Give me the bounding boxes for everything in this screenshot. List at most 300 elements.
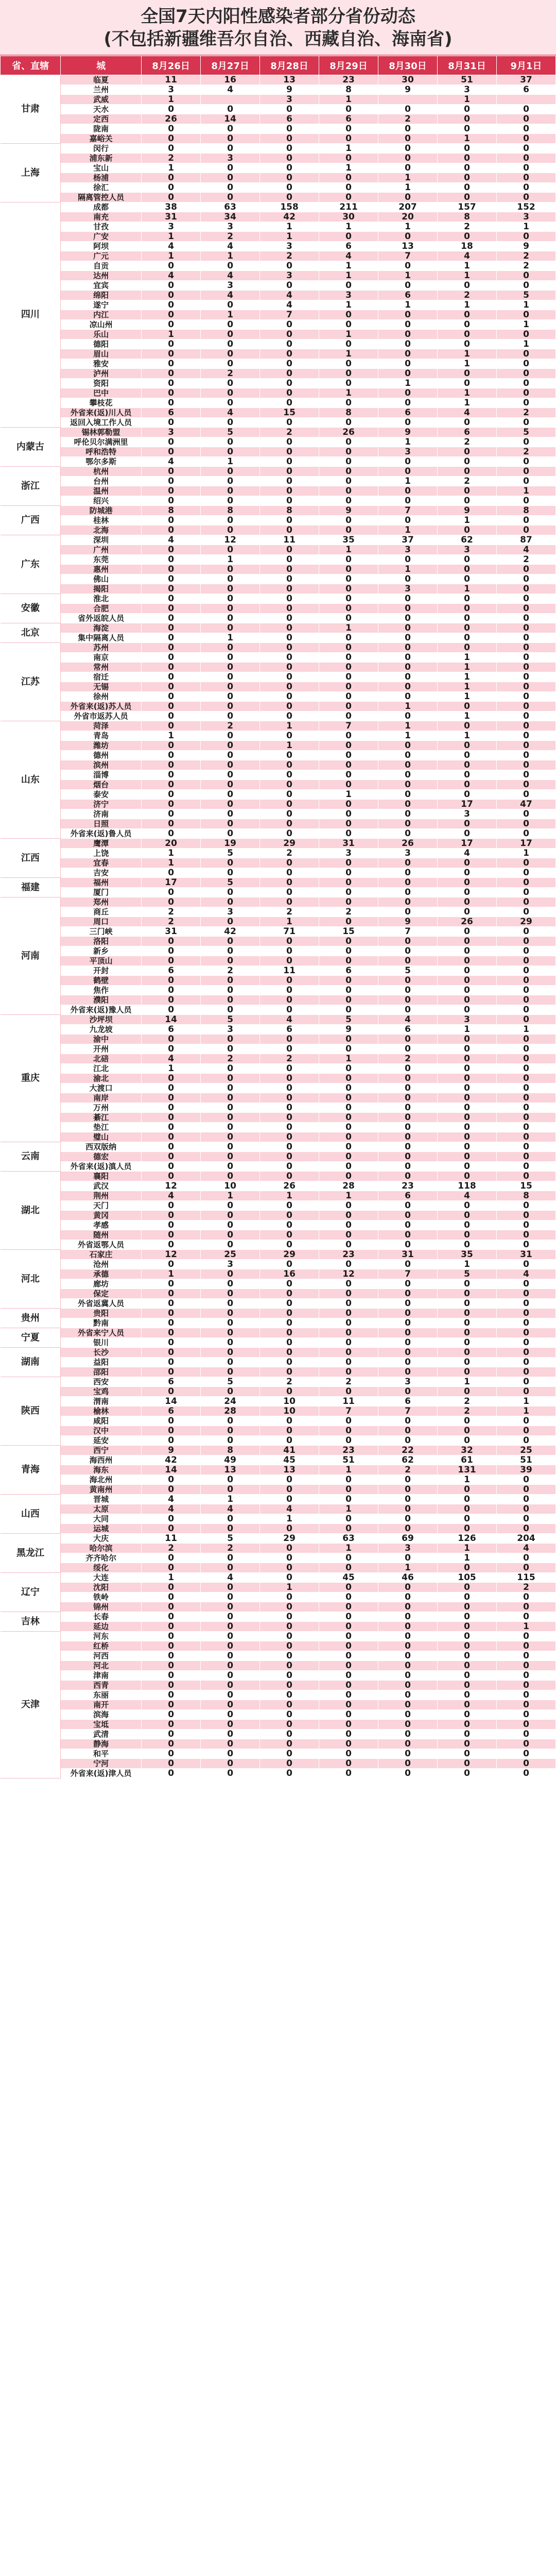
city-cell: 外省来(返)苏人员 <box>61 702 142 711</box>
value-cell: 0 <box>201 1602 260 1612</box>
value-cell: 0 <box>496 1005 555 1015</box>
value-cell: 4 <box>260 1504 319 1514</box>
value-cell: 0 <box>319 369 378 379</box>
value-cell: 0 <box>260 1074 319 1083</box>
city-cell: 外省来(返)鲁人员 <box>61 829 142 839</box>
value-cell: 0 <box>319 447 378 457</box>
value-cell: 0 <box>438 310 497 320</box>
value-cell: 0 <box>378 1426 438 1436</box>
table-row <box>1 907 556 917</box>
city-cell: 武威 <box>61 95 142 105</box>
value-cell: 0 <box>260 1044 319 1054</box>
city-cell: 武清 <box>61 1730 142 1739</box>
province-cell: 四川 <box>1 202 61 428</box>
city-cell: 烟台 <box>61 780 142 790</box>
value-cell: 5 <box>201 849 260 858</box>
value-cell: 0 <box>201 751 260 760</box>
value-cell: 2 <box>496 251 555 261</box>
city-cell: 三门峡 <box>61 927 142 937</box>
value-cell: 0 <box>142 800 201 809</box>
value-cell: 0 <box>378 398 438 408</box>
value-cell: 0 <box>319 1093 378 1103</box>
value-cell: 0 <box>378 330 438 340</box>
value-cell: 1 <box>260 222 319 232</box>
table-row <box>1 760 556 770</box>
city-cell: 外省返冀人员 <box>61 1299 142 1309</box>
value-cell: 0 <box>319 496 378 506</box>
table-row <box>1 809 556 819</box>
table-row <box>1 741 556 751</box>
value-cell: 23 <box>319 1446 378 1455</box>
table-row <box>1 1044 556 1054</box>
page-title: 全国7天内阳性感染者部分省份动态 <box>141 6 415 27</box>
value-cell: 0 <box>201 868 260 878</box>
value-cell: 8 <box>260 506 319 516</box>
value-cell: 1 <box>438 711 497 721</box>
value-cell: 0 <box>378 1318 438 1328</box>
table-row <box>1 1553 556 1563</box>
value-cell: 0 <box>260 1172 319 1181</box>
table-row <box>1 780 556 790</box>
value-cell: 0 <box>201 486 260 496</box>
value-cell: 1 <box>438 1025 497 1035</box>
table-row <box>1 320 556 330</box>
value-cell: 0 <box>438 1074 497 1083</box>
value-cell: 0 <box>438 467 497 477</box>
table-row <box>1 1583 556 1592</box>
value-cell: 0 <box>319 1632 378 1641</box>
value-cell: 0 <box>438 1103 497 1113</box>
value-cell: 0 <box>142 584 201 594</box>
value-cell: 9 <box>496 242 555 251</box>
table-row <box>1 1710 556 1720</box>
value-cell: 0 <box>496 173 555 183</box>
value-cell: 0 <box>438 995 497 1005</box>
table-row <box>1 927 556 937</box>
table-row <box>1 966 556 976</box>
value-cell: 0 <box>142 144 201 154</box>
value-cell: 3 <box>438 545 497 555</box>
value-cell: 1 <box>319 330 378 340</box>
value-cell: 19 <box>201 839 260 849</box>
table-row <box>1 271 556 281</box>
table-row <box>1 535 556 545</box>
value-cell: 11 <box>260 535 319 545</box>
value-cell: 2 <box>142 154 201 163</box>
value-cell: 0 <box>319 672 378 682</box>
table-row <box>1 496 556 506</box>
value-cell: 0 <box>378 105 438 114</box>
value-cell: 4 <box>201 271 260 281</box>
value-cell: 0 <box>319 643 378 653</box>
value-cell: 0 <box>319 1514 378 1524</box>
value-cell: 0 <box>201 1299 260 1309</box>
table-row <box>1 858 556 868</box>
value-cell: 1 <box>438 672 497 682</box>
city-cell: 宝坻 <box>61 1720 142 1730</box>
value-cell: 31 <box>319 839 378 849</box>
table-row <box>1 1377 556 1387</box>
value-cell: 1 <box>319 1191 378 1201</box>
value-cell: 0 <box>496 1064 555 1074</box>
value-cell: 4 <box>496 545 555 555</box>
value-cell: 0 <box>142 320 201 330</box>
value-cell: 0 <box>201 584 260 594</box>
value-cell: 0 <box>260 1093 319 1103</box>
value-cell: 0 <box>142 486 201 496</box>
value-cell: 0 <box>260 986 319 995</box>
value-cell: 1 <box>142 95 201 105</box>
table-row <box>1 281 556 291</box>
value-cell: 0 <box>496 1720 555 1730</box>
value-cell: 0 <box>496 946 555 956</box>
value-cell: 0 <box>319 976 378 986</box>
value-cell: 1 <box>142 1269 201 1279</box>
value-cell: 0 <box>142 261 201 271</box>
value-cell: 0 <box>201 144 260 154</box>
value-cell: 0 <box>438 447 497 457</box>
value-cell: 0 <box>438 1700 497 1710</box>
value-cell: 0 <box>142 1710 201 1720</box>
value-cell: 0 <box>319 574 378 584</box>
value-cell: 0 <box>201 1475 260 1485</box>
value-cell: 1 <box>142 1064 201 1074</box>
value-cell: 1 <box>142 232 201 242</box>
value-cell: 0 <box>260 124 319 134</box>
header-day: 8月27日 <box>201 56 260 75</box>
province-cell: 云南 <box>1 1142 61 1172</box>
value-cell: 1 <box>319 1465 378 1475</box>
table-row <box>1 594 556 604</box>
value-cell: 0 <box>260 623 319 633</box>
value-cell: 0 <box>142 1475 201 1485</box>
value-cell: 0 <box>438 986 497 995</box>
table-row <box>1 878 556 888</box>
value-cell: 0 <box>496 1651 555 1661</box>
table-row <box>1 1504 556 1514</box>
value-cell: 0 <box>260 868 319 878</box>
value-cell: 0 <box>496 193 555 202</box>
value-cell: 0 <box>260 1700 319 1710</box>
table-row <box>1 516 556 526</box>
value-cell: 8 <box>319 408 378 418</box>
value-cell: 4 <box>438 251 497 261</box>
value-cell: 0 <box>201 1201 260 1211</box>
city-cell: 东莞 <box>61 555 142 565</box>
value-cell: 0 <box>496 907 555 917</box>
value-cell: 0 <box>378 594 438 604</box>
value-cell: 0 <box>378 751 438 760</box>
table-row <box>1 937 556 946</box>
city-cell: 桂林 <box>61 516 142 526</box>
value-cell: 0 <box>378 1064 438 1074</box>
table-row <box>1 291 556 300</box>
value-cell: 0 <box>201 300 260 310</box>
city-cell: 垫江 <box>61 1123 142 1132</box>
value-cell: 0 <box>496 937 555 946</box>
value-cell: 0 <box>378 1632 438 1641</box>
value-cell: 0 <box>319 604 378 614</box>
value-cell: 0 <box>142 1172 201 1181</box>
value-cell: 0 <box>438 555 497 565</box>
city-cell: 渭南 <box>61 1397 142 1406</box>
value-cell: 0 <box>378 1201 438 1211</box>
value-cell: 0 <box>142 1289 201 1299</box>
value-cell: 0 <box>438 1514 497 1524</box>
value-cell: 0 <box>378 1240 438 1250</box>
value-cell: 0 <box>142 888 201 897</box>
value-cell: 0 <box>378 790 438 800</box>
table-row <box>1 428 556 437</box>
header-day: 8月30日 <box>378 56 438 75</box>
value-cell: 0 <box>201 1103 260 1113</box>
value-cell: 0 <box>438 1064 497 1074</box>
value-cell: 0 <box>438 1211 497 1221</box>
value-cell: 0 <box>438 897 497 907</box>
value-cell: 4 <box>438 849 497 858</box>
city-cell: 齐齐哈尔 <box>61 1553 142 1563</box>
city-cell: 宜春 <box>61 858 142 868</box>
value-cell: 0 <box>201 330 260 340</box>
value-cell: 0 <box>260 1152 319 1162</box>
value-cell: 0 <box>201 1338 260 1348</box>
table-row <box>1 1191 556 1201</box>
value-cell: 0 <box>496 437 555 447</box>
value-cell: 0 <box>496 1632 555 1641</box>
value-cell: 0 <box>438 1005 497 1015</box>
value-cell: 0 <box>201 702 260 711</box>
table-row <box>1 1074 556 1083</box>
value-cell: 2 <box>260 849 319 858</box>
value-cell: 0 <box>260 134 319 144</box>
value-cell: 34 <box>201 212 260 222</box>
province-cell: 宁夏 <box>1 1328 61 1348</box>
value-cell: 1 <box>378 565 438 574</box>
value-cell: 0 <box>319 731 378 741</box>
value-cell: 11 <box>142 75 201 85</box>
city-cell: 日照 <box>61 819 142 829</box>
city-cell: 南开 <box>61 1700 142 1710</box>
value-cell: 0 <box>319 1064 378 1074</box>
value-cell: 2 <box>319 1377 378 1387</box>
value-cell: 4 <box>496 1269 555 1279</box>
value-cell: 0 <box>319 1583 378 1592</box>
value-cell: 0 <box>260 163 319 173</box>
city-cell: 宝山 <box>61 163 142 173</box>
value-cell: 0 <box>496 183 555 193</box>
city-cell: 商丘 <box>61 907 142 917</box>
value-cell: 0 <box>201 1690 260 1700</box>
value-cell: 0 <box>319 1123 378 1132</box>
value-cell: 0 <box>201 1358 260 1367</box>
value-cell: 0 <box>142 1641 201 1651</box>
value-cell: 0 <box>438 1602 497 1612</box>
value-cell: 2 <box>496 261 555 271</box>
table-row <box>1 1054 556 1064</box>
value-cell: 0 <box>496 888 555 897</box>
value-cell: 0 <box>142 1201 201 1211</box>
value-cell: 1 <box>378 183 438 193</box>
province-cell: 江西 <box>1 839 61 878</box>
value-cell: 0 <box>438 183 497 193</box>
value-cell: 0 <box>201 946 260 956</box>
value-cell: 51 <box>496 1455 555 1465</box>
value-cell: 0 <box>496 1172 555 1181</box>
city-cell: 广州 <box>61 545 142 555</box>
value-cell: 35 <box>319 535 378 545</box>
city-cell: 佛山 <box>61 574 142 584</box>
value-cell: 0 <box>319 829 378 839</box>
value-cell: 2 <box>438 1397 497 1406</box>
city-cell: 开州 <box>61 1044 142 1054</box>
value-cell: 0 <box>319 398 378 408</box>
value-cell: 0 <box>378 1358 438 1367</box>
value-cell: 0 <box>201 1641 260 1651</box>
value-cell: 15 <box>319 927 378 937</box>
table-row <box>1 1730 556 1739</box>
value-cell: 0 <box>201 986 260 995</box>
value-cell: 0 <box>496 986 555 995</box>
value-cell: 0 <box>319 1162 378 1172</box>
value-cell: 0 <box>438 623 497 633</box>
value-cell: 0 <box>496 526 555 535</box>
value-cell: 45 <box>260 1455 319 1465</box>
value-cell: 0 <box>319 584 378 594</box>
city-cell: 眉山 <box>61 349 142 359</box>
table-row <box>1 897 556 907</box>
value-cell: 0 <box>260 1113 319 1123</box>
value-cell: 0 <box>142 565 201 574</box>
value-cell: 0 <box>438 1201 497 1211</box>
value-cell: 0 <box>378 1152 438 1162</box>
city-cell: 九龙坡 <box>61 1025 142 1035</box>
value-cell: 37 <box>378 535 438 545</box>
city-cell: 南岸 <box>61 1093 142 1103</box>
value-cell: 0 <box>201 1592 260 1602</box>
city-cell: 达州 <box>61 271 142 281</box>
value-cell: 4 <box>142 1054 201 1064</box>
city-cell: 鄂尔多斯 <box>61 457 142 467</box>
value-cell: 0 <box>260 858 319 868</box>
value-cell: 0 <box>260 711 319 721</box>
value-cell: 0 <box>319 741 378 751</box>
value-cell: 2 <box>378 114 438 124</box>
value-cell: 0 <box>319 1681 378 1690</box>
value-cell: 0 <box>260 1289 319 1299</box>
city-cell: 邵阳 <box>61 1367 142 1377</box>
value-cell: 0 <box>438 163 497 173</box>
value-cell: 0 <box>496 1044 555 1054</box>
table-row <box>1 604 556 614</box>
table-row <box>1 1544 556 1553</box>
value-cell: 0 <box>438 594 497 604</box>
value-cell: 0 <box>438 1563 497 1573</box>
value-cell: 0 <box>142 574 201 584</box>
value-cell: 6 <box>319 242 378 251</box>
value-cell: 0 <box>319 780 378 790</box>
value-cell: 0 <box>319 1426 378 1436</box>
value-cell: 20 <box>378 212 438 222</box>
value-cell: 0 <box>260 1103 319 1113</box>
value-cell: 0 <box>260 154 319 163</box>
value-cell: 0 <box>438 154 497 163</box>
value-cell: 3 <box>378 1544 438 1553</box>
value-cell: 0 <box>378 1367 438 1377</box>
value-cell: 9 <box>319 506 378 516</box>
table-row <box>1 1720 556 1730</box>
city-cell: 乐山 <box>61 330 142 340</box>
city-cell: 承德 <box>61 1269 142 1279</box>
value-cell: 0 <box>378 574 438 584</box>
value-cell: 6 <box>260 1025 319 1035</box>
city-cell: 泸州 <box>61 369 142 379</box>
value-cell: 4 <box>142 1191 201 1201</box>
value-cell: 0 <box>201 653 260 663</box>
value-cell: 0 <box>319 1132 378 1142</box>
table-row <box>1 1230 556 1240</box>
value-cell: 3 <box>142 428 201 437</box>
value-cell: 0 <box>142 1338 201 1348</box>
table-row <box>1 388 556 398</box>
value-cell: 0 <box>438 1690 497 1700</box>
value-cell: 0 <box>319 1416 378 1426</box>
value-cell: 0 <box>378 1651 438 1661</box>
value-cell: 0 <box>438 1367 497 1377</box>
value-cell: 0 <box>260 1367 319 1377</box>
value-cell: 0 <box>260 663 319 672</box>
value-cell: 0 <box>496 1152 555 1162</box>
value-cell: 0 <box>260 1221 319 1230</box>
value-cell: 0 <box>319 1201 378 1211</box>
value-cell: 0 <box>319 1083 378 1093</box>
value-cell: 0 <box>319 359 378 369</box>
table-row <box>1 1749 556 1759</box>
city-cell: 西宁 <box>61 1446 142 1455</box>
value-cell: 3 <box>201 1260 260 1269</box>
value-cell: 2 <box>260 1377 319 1387</box>
value-cell: 0 <box>142 183 201 193</box>
table-row <box>1 1759 556 1769</box>
city-cell: 绥化 <box>61 1563 142 1573</box>
value-cell: 0 <box>201 496 260 506</box>
province-cell: 山西 <box>1 1495 61 1534</box>
value-cell: 2 <box>438 1406 497 1416</box>
value-cell: 0 <box>260 1651 319 1661</box>
value-cell: 1 <box>378 731 438 741</box>
page-header <box>0 0 556 56</box>
value-cell: 0 <box>378 1602 438 1612</box>
value-cell: 0 <box>496 457 555 467</box>
value-cell: 1 <box>496 1622 555 1632</box>
city-cell: 西安 <box>61 1377 142 1387</box>
table-row <box>1 1240 556 1250</box>
value-cell: 0 <box>201 1769 260 1778</box>
value-cell: 5 <box>496 428 555 437</box>
value-cell: 1 <box>496 340 555 349</box>
value-cell: 211 <box>319 202 378 212</box>
value-cell: 46 <box>378 1573 438 1583</box>
value-cell: 207 <box>378 202 438 212</box>
value-cell: 0 <box>142 1681 201 1690</box>
value-cell: 0 <box>260 1573 319 1583</box>
value-cell: 0 <box>496 105 555 114</box>
value-cell: 0 <box>142 477 201 486</box>
value-cell: 0 <box>142 672 201 682</box>
value-cell: 6 <box>438 428 497 437</box>
value-cell: 2 <box>201 1054 260 1064</box>
value-cell: 0 <box>378 1759 438 1769</box>
value-cell: 0 <box>260 1749 319 1759</box>
